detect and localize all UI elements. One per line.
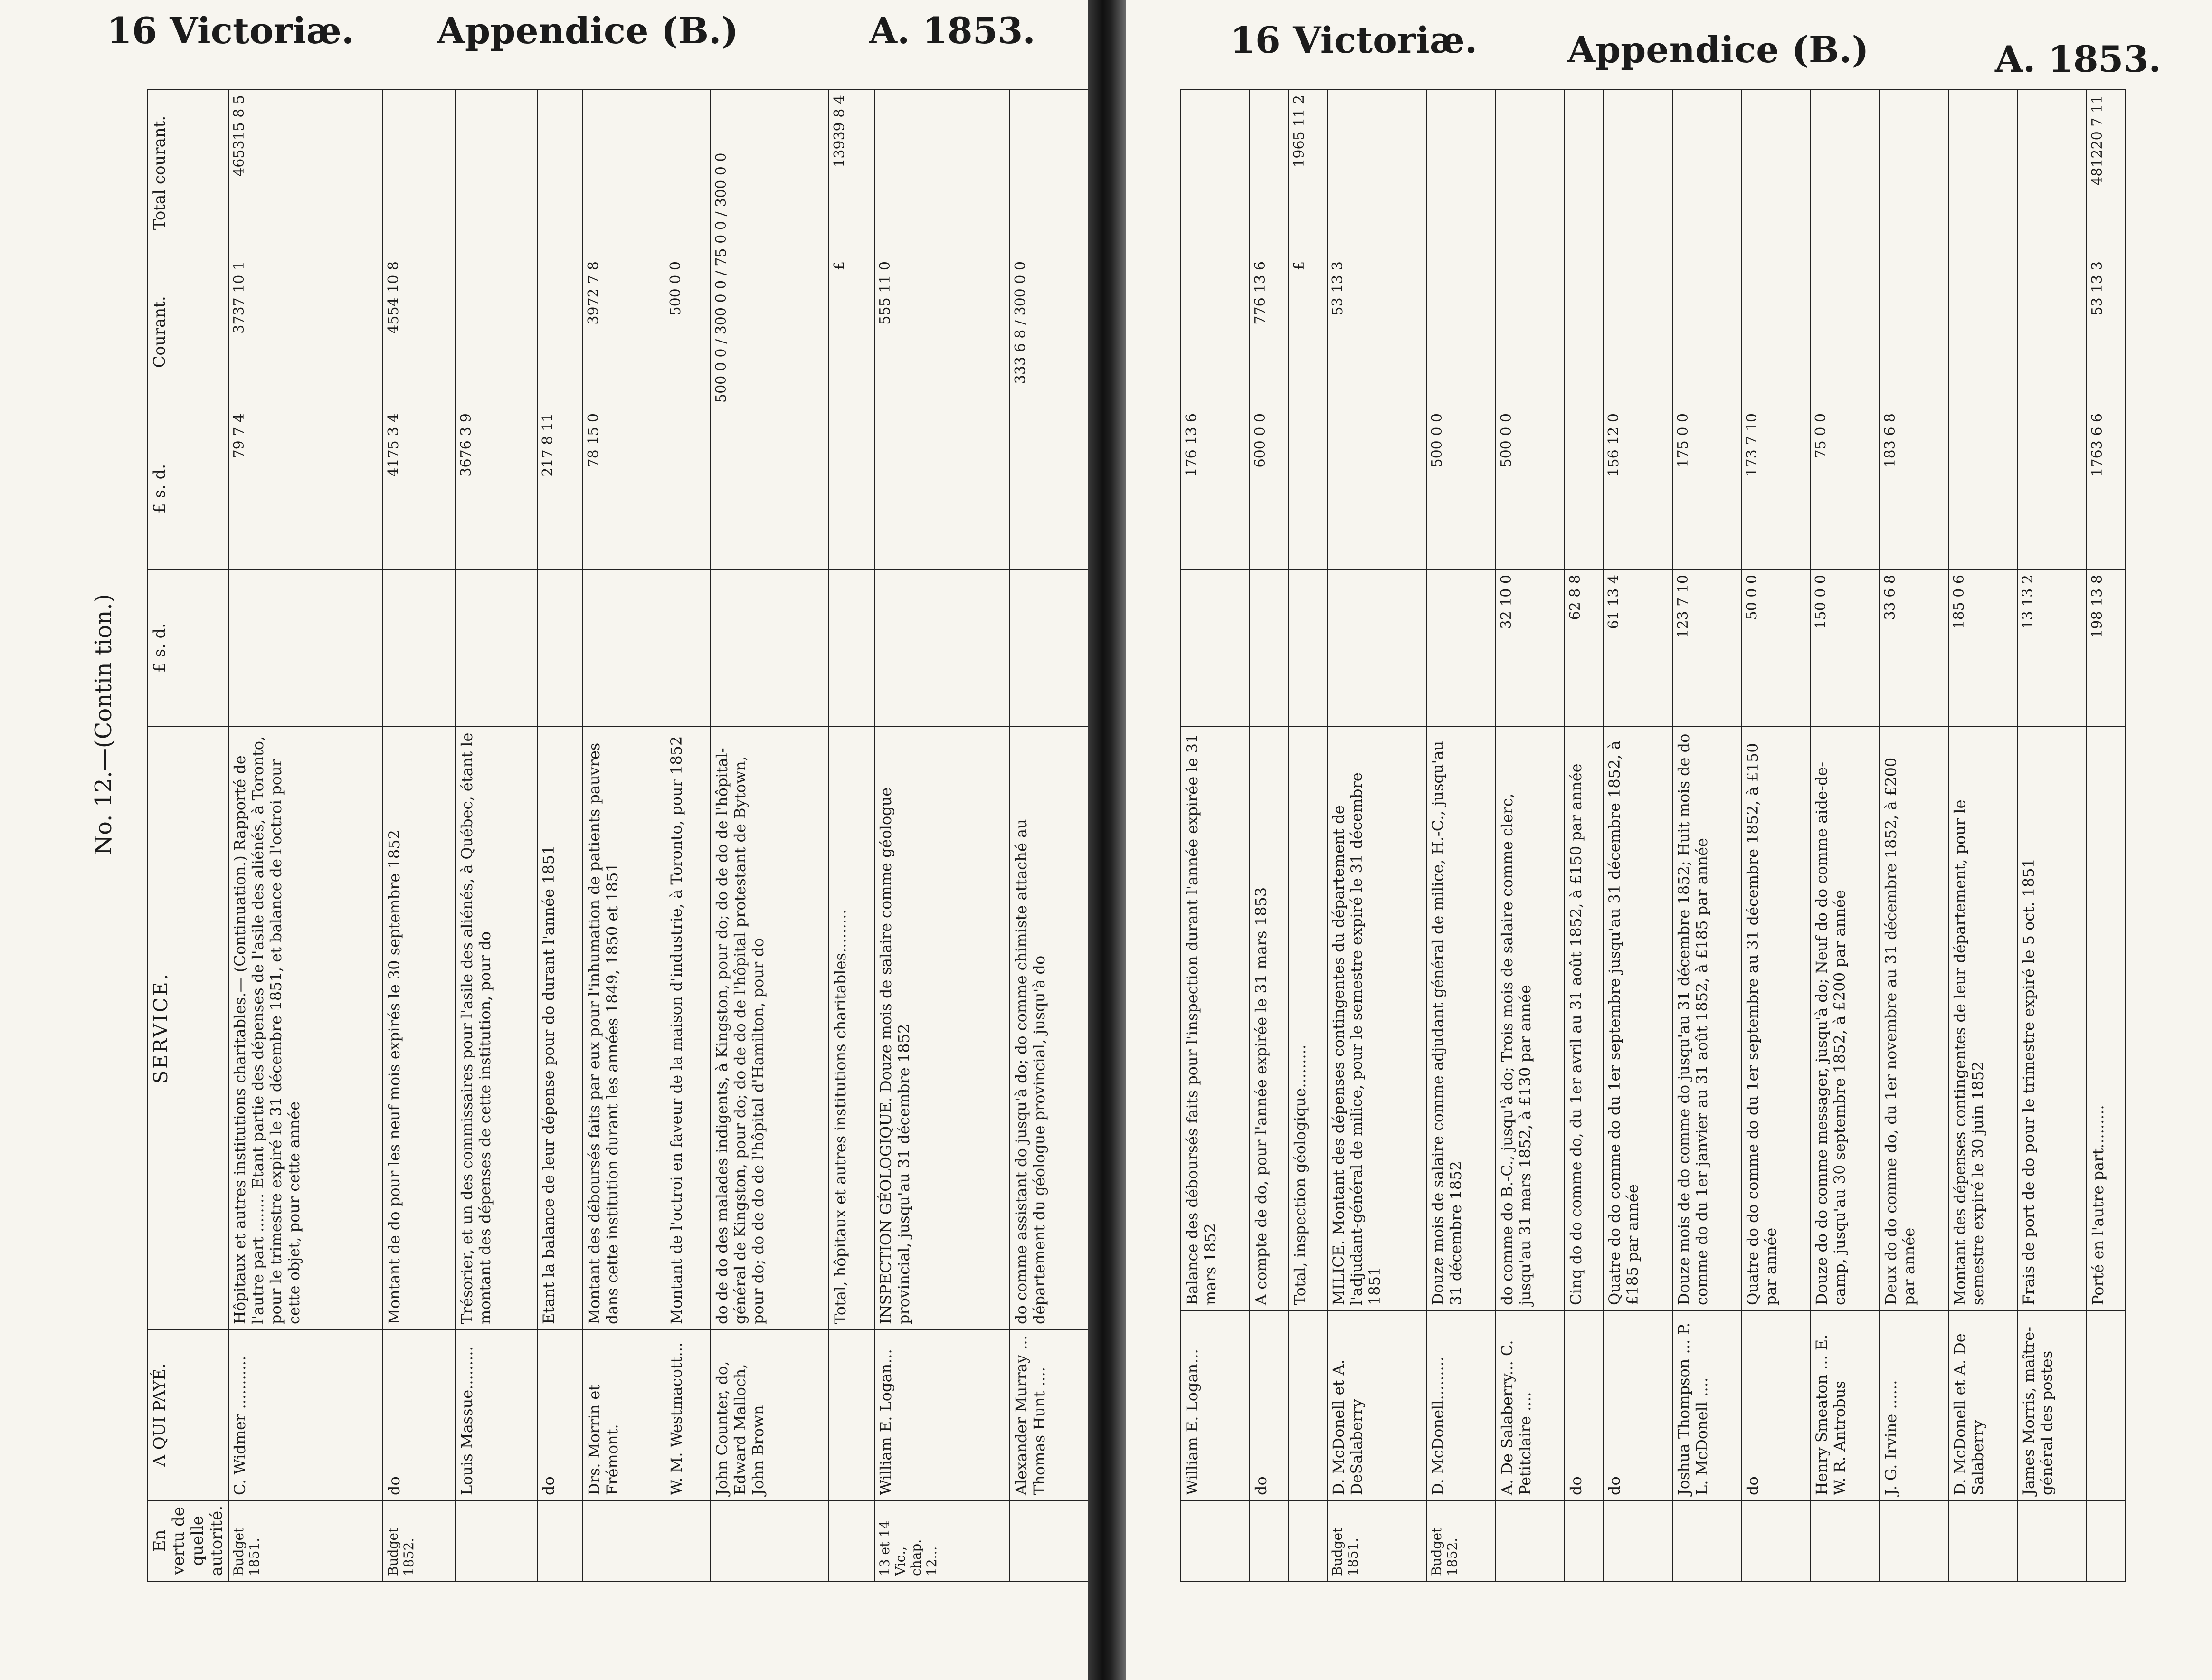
- payee-cell: C. Widmer ...........: [228, 1329, 383, 1500]
- payee-cell: Henry Smeaton ... E. W. R. Antrobus: [1810, 1310, 1879, 1500]
- amount-cell-2: 3676 3 9: [456, 408, 538, 569]
- amount-cell-1: [1250, 569, 1288, 726]
- authority-cell: [1565, 1500, 1603, 1581]
- current-cell: £: [1289, 256, 1327, 408]
- table-row: [1289, 90, 1327, 1581]
- amount-cell-2: 175 0 0: [1672, 408, 1741, 569]
- total-cell: 465315 8 5: [228, 90, 383, 256]
- amount-cell-1: 33 6 8: [1880, 569, 1948, 726]
- table-row: [456, 90, 538, 1581]
- amount-cell-2: 500 0 0: [1426, 408, 1495, 569]
- service-cell: Montant de l'octroi en faveur de la maison d'industrie, à Toronto, pour 1852: [665, 726, 711, 1329]
- amount-cell-1: [1289, 569, 1327, 726]
- service-cell: A compte de do, pour l'année expirée le 31 mars 1853: [1250, 726, 1288, 1310]
- table-row: [1565, 90, 1603, 1581]
- service-cell: Trésorier, et un des commissaires pour l'asile des aliénés, à Québec, étant le montant des dépenses de cette institution, pour do: [456, 726, 538, 1329]
- authority-cell: [583, 1500, 665, 1581]
- amount-cell-2: 217 8 11: [537, 408, 583, 569]
- left-session: 16 Victoriæ.: [107, 9, 354, 52]
- service-cell: Cinq do do comme do, du 1er avril au 31 août 1852, à £150 par année: [1565, 726, 1603, 1310]
- total-cell: [1327, 90, 1427, 256]
- amount-cell-1: [665, 569, 711, 726]
- amount-cell-1: [1010, 569, 1088, 726]
- payee-cell: William E. Logan...: [1181, 1310, 1250, 1500]
- service-cell: Douze mois de do comme do jusqu'au 31 décembre 1852; Huit mois de do comme do du 1er janvier au 31 août 1852, à £185 par année: [1672, 726, 1741, 1310]
- amount-cell-1: 32 10 0: [1496, 569, 1565, 726]
- total-cell: 13939 8 4: [829, 90, 874, 256]
- total-cell: [874, 90, 1010, 256]
- authority-cell: [456, 1500, 538, 1581]
- payee-cell: Louis Massue.........: [456, 1329, 538, 1500]
- service-cell: Montant des déboursés faits par eux pour l'inhumation de patients pauvres dans cette institution durant les années 1849, 1850 et 1851: [583, 726, 665, 1329]
- total-cell: [456, 90, 538, 256]
- col-c1: £ s. d.: [148, 569, 228, 726]
- amount-cell-2: [1010, 408, 1088, 569]
- amount-cell-2: 156 12 0: [1603, 408, 1672, 569]
- authority-cell: [1810, 1500, 1879, 1581]
- service-cell: Total, inspection géologique.........: [1289, 726, 1327, 1310]
- amount-cell-1: 13 13 2: [2017, 569, 2086, 726]
- amount-cell-1: [874, 569, 1010, 726]
- authority-cell: Budget 1852.: [383, 1500, 456, 1581]
- service-cell: do comme do B.-C., jusqu'à do; Trois mois de salaire comme clerc, jusqu'au 31 mars 1852, à £130 par année: [1496, 726, 1565, 1310]
- amount-cell-1: [383, 569, 456, 726]
- table-row: [1250, 90, 1288, 1581]
- current-cell: [1880, 256, 1948, 408]
- table-row: [2087, 90, 2125, 1581]
- amount-cell-2: 600 0 0: [1250, 408, 1288, 569]
- table-row: [665, 90, 711, 1581]
- payee-cell: do: [1741, 1310, 1810, 1500]
- service-cell: Douze mois de salaire comme adjudant général de milice, H.-C., jusqu'au 31 décembre 1852: [1426, 726, 1495, 1310]
- service-cell: Deux do do comme do, du 1er novembre au 31 décembre 1852, à £200 par année: [1880, 726, 1948, 1310]
- col-service: SERVICE.: [148, 726, 228, 1329]
- table-row: [1672, 90, 1741, 1581]
- right-year: A. 1853.: [1995, 38, 2161, 80]
- amount-cell-2: 500 0 0: [1496, 408, 1565, 569]
- amount-cell-2: 176 13 6: [1181, 408, 1250, 569]
- amount-cell-2: [1565, 408, 1603, 569]
- amount-cell-1: [829, 569, 874, 726]
- amount-cell-1: [537, 569, 583, 726]
- amount-cell-1: 123 7 10: [1672, 569, 1741, 726]
- right-page: [1126, 0, 2212, 1680]
- amount-cell-1: 198 13 8: [2087, 569, 2125, 726]
- current-cell: [1426, 256, 1495, 408]
- current-cell: [1672, 256, 1741, 408]
- current-cell: 3737 10 1: [228, 256, 383, 408]
- col-payee: A QUI PAYÉ.: [148, 1329, 228, 1500]
- current-cell: [537, 256, 583, 408]
- service-cell: Etant la balance de leur dépense pour do durant l'année 1851: [537, 726, 583, 1329]
- payee-cell: A. De Salaberry... C. Petitclaire ....: [1496, 1310, 1565, 1500]
- table-row: [1327, 90, 1427, 1581]
- current-cell: 333 6 8 / 300 0 0: [1010, 256, 1088, 408]
- payee-cell: do: [1603, 1310, 1672, 1500]
- amount-cell-1: [583, 569, 665, 726]
- amount-cell-1: [228, 569, 383, 726]
- total-cell: [1603, 90, 1672, 256]
- authority-cell: 13 et 14 Vic., chap. 12...: [874, 1500, 1010, 1581]
- payee-cell: do: [1250, 1310, 1288, 1500]
- amount-cell-1: 185 0 6: [1948, 569, 2017, 726]
- amount-cell-1: [1181, 569, 1250, 726]
- table-row: [383, 90, 456, 1581]
- left-table: [147, 90, 1088, 1582]
- amount-cell-1: [711, 569, 829, 726]
- total-cell: [665, 90, 711, 256]
- service-cell: MILICE. Montant des dépenses contingentes du département de l'adjudant-général de milice, pour le semestre expiré le 31 décembre 1851: [1327, 726, 1427, 1310]
- service-cell: Hôpitaux et autres institutions charitables.— (Continuation.) Rapporté de l'autre part ........ Etant partie des dépenses de l'asile des aliénés, à Toronto, pour le trimestre expiré le 31 décembre 1851, et balance de l'octroi pour cette objet, pour cette année: [228, 726, 383, 1329]
- total-cell: [1426, 90, 1495, 256]
- total-cell: [383, 90, 456, 256]
- current-cell: 500 0 0: [665, 256, 711, 408]
- table-row: [1880, 90, 1948, 1581]
- total-cell: [1810, 90, 1879, 256]
- col-c2: £ s. d.: [148, 408, 228, 569]
- payee-cell: Joshua Thompson ... P. L. McDonell ....: [1672, 1310, 1741, 1500]
- authority-cell: [1741, 1500, 1810, 1581]
- amount-cell-2: 173 7 10: [1741, 408, 1810, 569]
- current-cell: 500 0 0 / 300 0 0 / 75 0 0 / 300 0 0: [711, 256, 829, 408]
- total-cell: [583, 90, 665, 256]
- authority-cell: [1880, 1500, 1948, 1581]
- table-row: [1948, 90, 2017, 1581]
- amount-cell-2: 183 6 8: [1880, 408, 1948, 569]
- table-row: [1810, 90, 1879, 1581]
- service-cell: INSPECTION GÉOLOGIQUE. Douze mois de salaire comme géologue provincial, jusqu'au 31 décembre 1852: [874, 726, 1010, 1329]
- right-table: [1180, 90, 2126, 1582]
- service-cell: Montant des dépenses contingentes de leur département, pour le semestre expiré le 30 juin 1852: [1948, 726, 2017, 1310]
- amount-cell-1: [456, 569, 538, 726]
- total-cell: [1496, 90, 1565, 256]
- current-cell: 3972 7 8: [583, 256, 665, 408]
- authority-cell: [2087, 1500, 2125, 1581]
- current-cell: [1181, 256, 1250, 408]
- table-row: [2017, 90, 2086, 1581]
- payee-cell: do: [383, 1329, 456, 1500]
- table-row: [1741, 90, 1810, 1581]
- current-cell: [1565, 256, 1603, 408]
- amount-cell-2: 75 0 0: [1810, 408, 1879, 569]
- current-cell: 53 13 3: [1327, 256, 1427, 408]
- table-row: [228, 90, 383, 1581]
- payee-cell: J. G. Irvine ......: [1880, 1310, 1948, 1500]
- total-cell: [2017, 90, 2086, 256]
- authority-cell: [829, 1500, 874, 1581]
- amount-cell-1: 150 0 0: [1810, 569, 1879, 726]
- total-cell: [1948, 90, 2017, 256]
- total-cell: [1181, 90, 1250, 256]
- amount-cell-2: [1327, 408, 1427, 569]
- current-cell: [1496, 256, 1565, 408]
- total-cell: 481220 7 11: [2087, 90, 2125, 256]
- current-cell: [1603, 256, 1672, 408]
- amount-cell-2: 1763 6 6: [2087, 408, 2125, 569]
- table-row: [583, 90, 665, 1581]
- amount-cell-2: 4175 3 4: [383, 408, 456, 569]
- total-cell: [1672, 90, 1741, 256]
- authority-cell: [1250, 1500, 1288, 1581]
- table-row: [1496, 90, 1565, 1581]
- payee-cell: John Counter, do, Edward Malloch, John Brown: [711, 1329, 829, 1500]
- payee-cell: Drs. Morrin et Frémont.: [583, 1329, 665, 1500]
- col-total: Total courant.: [148, 90, 228, 256]
- service-cell: Balance des déboursés faits pour l'inspection durant l'année expirée le 31 mars 1852: [1181, 726, 1250, 1310]
- payee-cell: do: [537, 1329, 583, 1500]
- total-cell: [1565, 90, 1603, 256]
- total-cell: [1250, 90, 1288, 256]
- authority-cell: [1672, 1500, 1741, 1581]
- service-cell: Montant de do pour les neuf mois expirés le 30 septembre 1852: [383, 726, 456, 1329]
- amount-cell-2: [2017, 408, 2086, 569]
- current-cell: £: [829, 256, 874, 408]
- amount-cell-2: 78 15 0: [583, 408, 665, 569]
- service-cell: Frais de port de do pour le trimestre expiré le 5 oct. 1851: [2017, 726, 2086, 1310]
- amount-cell-1: [1426, 569, 1495, 726]
- service-cell: Quatre do do comme do du 1er septembre jusqu'au 31 décembre 1852, à £185 par année: [1603, 726, 1672, 1310]
- payee-cell: [2087, 1310, 2125, 1500]
- current-cell: [1810, 256, 1879, 408]
- service-cell: do comme assistant do jusqu'à do; do comme chimiste attaché au département du géologue provincial, jusqu'à do: [1010, 726, 1088, 1329]
- table-row: [829, 90, 874, 1581]
- current-cell: 53 13 3: [2087, 256, 2125, 408]
- payee-cell: D. McDonell et A. DeSalaberry: [1327, 1310, 1427, 1500]
- authority-cell: [1289, 1500, 1327, 1581]
- authority-cell: Budget 1851.: [1327, 1500, 1427, 1581]
- total-cell: [1741, 90, 1810, 256]
- amount-cell-2: [1289, 408, 1327, 569]
- total-cell: [1880, 90, 1948, 256]
- table-row: [1181, 90, 1250, 1581]
- service-cell: do de do des malades indigents, à Kingston, pour do; do de do de l'hôpital-général de Kingston, pour do; do de do de l'hôpital protestant de Bytown, pour do; do de do de l'hôpital d'Hamilton, pour do: [711, 726, 829, 1329]
- payee-cell: D. McDonell.........: [1426, 1310, 1495, 1500]
- amount-cell-1: 62 8 8: [1565, 569, 1603, 726]
- amount-cell-2: 79 7 4: [228, 408, 383, 569]
- service-cell: Total, hôpitaux et autres institutions charitables.........: [829, 726, 874, 1329]
- authority-cell: [665, 1500, 711, 1581]
- col-current: Courant.: [148, 256, 228, 408]
- amount-cell-2: [874, 408, 1010, 569]
- payee-cell: D. McDonell et A. De Salaberry: [1948, 1310, 2017, 1500]
- current-cell: 4554 10 8: [383, 256, 456, 408]
- authority-cell: [2017, 1500, 2086, 1581]
- amount-cell-2: [711, 408, 829, 569]
- table-row: [1426, 90, 1495, 1581]
- payee-cell: do: [1565, 1310, 1603, 1500]
- col-authority: En vertu de quelle autorité.: [148, 1500, 228, 1581]
- authority-cell: Budget 1851.: [228, 1500, 383, 1581]
- current-cell: 776 13 6: [1250, 256, 1288, 408]
- table-row: [1010, 90, 1088, 1581]
- authority-cell: [711, 1500, 829, 1581]
- amount-cell-1: [1327, 569, 1427, 726]
- left-heading: No. 12.—(Contin tion.): [90, 594, 117, 855]
- service-cell: Douze do do comme messager, jusqu'à do; Neuf do do comme aide-de-camp, jusqu'au 30 septembre 1852, à £200 par année: [1810, 726, 1879, 1310]
- payee-cell: James Morris, maître-général des postes: [2017, 1310, 2086, 1500]
- left-year: A. 1853.: [869, 9, 1035, 52]
- authority-cell: Budget 1852.: [1426, 1500, 1495, 1581]
- authority-cell: [1496, 1500, 1565, 1581]
- authority-cell: [1603, 1500, 1672, 1581]
- total-cell: 1965 11 2: [1289, 90, 1327, 256]
- payee-cell: William E. Logan...: [874, 1329, 1010, 1500]
- book-gutter: [1088, 0, 1126, 1680]
- amount-cell-2: [665, 408, 711, 569]
- table-row: [874, 90, 1010, 1581]
- payee-cell: W. M. Westmacott...: [665, 1329, 711, 1500]
- amount-cell-1: 50 0 0: [1741, 569, 1810, 726]
- total-cell: [1010, 90, 1088, 256]
- current-cell: [1741, 256, 1810, 408]
- amount-cell-2: [1948, 408, 2017, 569]
- payee-cell: Alexander Murray ... Thomas Hunt ....: [1010, 1329, 1088, 1500]
- table-row: [711, 90, 829, 1581]
- authority-cell: [1010, 1500, 1088, 1581]
- current-cell: 555 11 0: [874, 256, 1010, 408]
- authority-cell: [537, 1500, 583, 1581]
- current-cell: [456, 256, 538, 408]
- table-row: [537, 90, 583, 1581]
- right-session: 16 Victoriæ.: [1230, 19, 1478, 61]
- payee-cell: [1289, 1310, 1327, 1500]
- current-cell: [2017, 256, 2086, 408]
- authority-cell: [1948, 1500, 2017, 1581]
- left-appendix: Appendice (B.): [437, 9, 739, 52]
- current-cell: [1948, 256, 2017, 408]
- amount-cell-1: 61 13 4: [1603, 569, 1672, 726]
- service-cell: Quatre do do comme do du 1er septembre au 31 décembre 1852, à £150 par année: [1741, 726, 1810, 1310]
- authority-cell: [1181, 1500, 1250, 1581]
- total-cell: [537, 90, 583, 256]
- left-page: [0, 0, 1088, 1680]
- right-appendix: Appendice (B.): [1567, 28, 1869, 71]
- amount-cell-2: [829, 408, 874, 569]
- service-cell: Porté en l'autre part.........: [2087, 726, 2125, 1310]
- table-row: [1603, 90, 1672, 1581]
- payee-cell: [829, 1329, 874, 1500]
